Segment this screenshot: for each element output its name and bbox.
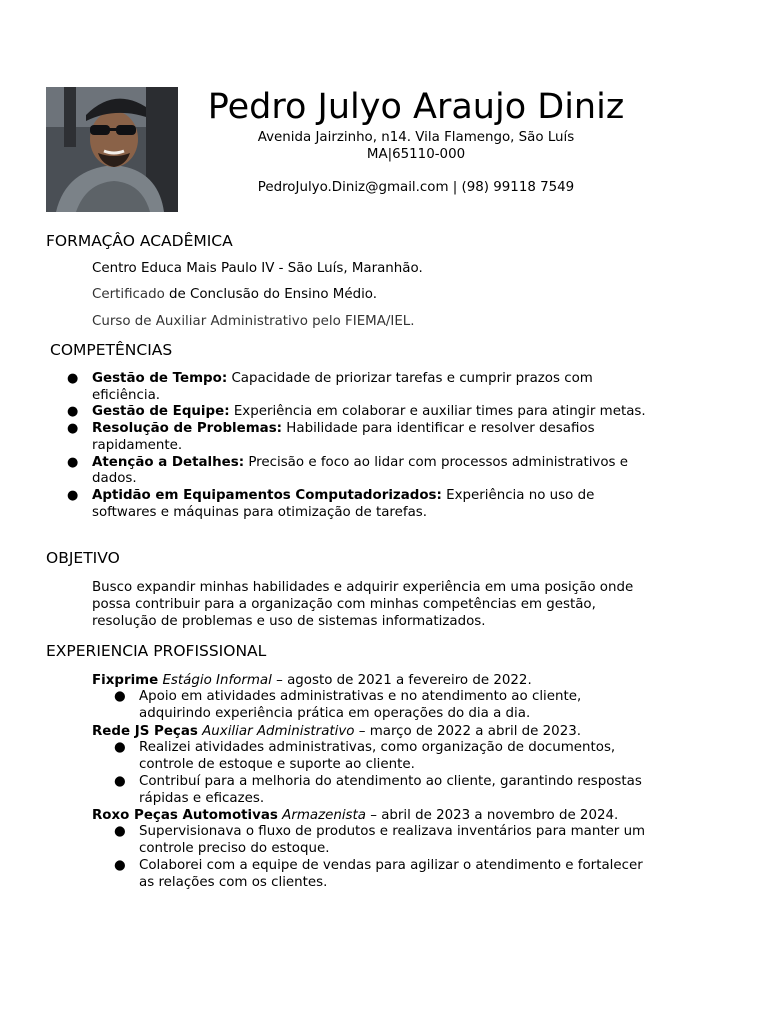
- experience-title: EXPERIENCIA PROFISSIONAL: [46, 642, 267, 660]
- profile-photo: [46, 87, 178, 212]
- skill-item: ● Gestão de Tempo: Capacidade de priorizar tarefas e cumprir prazos com eficiência.: [67, 371, 593, 403]
- job-header: [92, 807, 652, 824]
- bullet-icon: ●: [67, 371, 79, 386]
- job-bullets: [92, 824, 652, 892]
- objective-text: Busco expandir minhas habilidades e adquirir experiência em uma posição onde possa contribuir para a organização com minhas competências em gestão, resolução de problemas e uso de sistemas informatizados.: [92, 580, 634, 629]
- education-title: FORMAÇÂO ACADÊMICA: [46, 232, 233, 250]
- job-company: Fixprime: [92, 673, 159, 688]
- education-certificate-word: Certificado: [92, 287, 165, 302]
- skill-item: ● Gestão de Equipe: Experiência em colaborar e auxiliar times para atingir metas.: [67, 404, 646, 420]
- address-line-2: MA|65110-000: [366, 147, 466, 162]
- job-bullet: ● Supervisionava o fluxo de produtos e realizava inventários para manter um controle preciso do estoque.: [114, 824, 646, 857]
- bullet-icon: ●: [114, 739, 126, 755]
- skills-title: COMPETÊNCIAS: [50, 341, 173, 359]
- skill-item: ● Aptidão em Equipamentos Computadorizados: Experiência no uso de softwares e máquinas para otimização de tarefas.: [67, 487, 595, 520]
- education-line-1: Centro Educa Mais Paulo IV - São Luís, Maranhão.: [92, 261, 423, 276]
- skills-list: [67, 371, 652, 521]
- candidate-name: Pedro Julyo Araujo Diniz: [207, 87, 625, 127]
- education-certificate-rest: de Conclusão do Ensino Médio.: [164, 287, 378, 302]
- job-bullet: ● Apoio em atividades administrativas e no atendimento ao cliente, adquirindo experiência prática em operações do dia a dia.: [114, 689, 582, 721]
- skill-item: ● Atenção a Detalhes: Precisão e foco ao lidar com processos administrativos e dados.: [67, 454, 629, 487]
- job-bullet: ● Realizei atividades administrativas, como organização de documentos, controle de estoque e suporte ao cliente.: [114, 739, 616, 772]
- job-header: [92, 672, 652, 689]
- bullet-icon: ●: [114, 824, 126, 840]
- job-role: Estágio Informal: [162, 673, 272, 688]
- experience-list: [92, 672, 652, 892]
- contact-block: [190, 129, 642, 196]
- skill-item: ● Resolução de Problemas: Habilidade para identificar e resolver desafios rapidamente.: [67, 421, 595, 453]
- education-line-2: [92, 286, 377, 303]
- job-company: Roxo Peças Automotivas: [92, 808, 278, 824]
- job-company: Rede JS Peças: [92, 723, 198, 739]
- job-period: – março de 2022 a abril de 2023.: [354, 723, 581, 739]
- bullet-icon: ●: [67, 454, 79, 470]
- email-phone: PedroJulyo.Diniz@gmail.com | (98) 99118 7549: [257, 180, 575, 195]
- job-bullets: [92, 689, 652, 723]
- bullet-icon: ●: [67, 487, 79, 503]
- bullet-icon: ●: [114, 773, 126, 789]
- education-line-3: Curso de Auxiliar Administrativo pelo FIEMA/IEL.: [92, 314, 415, 329]
- job-role: Armazenista: [282, 808, 366, 824]
- job-bullet: ● Colaborei com a equipe de vendas para agilizar o atendimento e fortalecer as relações com os clientes.: [114, 858, 643, 891]
- bullet-icon: ●: [114, 689, 126, 704]
- bullet-icon: ●: [114, 858, 126, 874]
- job-header: [92, 723, 652, 740]
- job-role: Auxiliar Administrativo: [202, 723, 355, 739]
- bullet-icon: ●: [67, 421, 79, 437]
- objective-title: OBJETIVO: [46, 549, 120, 567]
- job-bullets: [92, 740, 652, 808]
- address-line-1: Avenida Jairzinho, n14. Vila Flamengo, São Luís: [257, 130, 575, 145]
- job-period: – agosto de 2021 a fevereiro de 2022.: [271, 673, 532, 688]
- job-bullet: ● Contribuí para a melhoria do atendimento ao cliente, garantindo respostas rápidas e eficazes.: [114, 773, 642, 806]
- bullet-icon: ●: [67, 404, 79, 420]
- job-period: – abril de 2023 a novembro de 2024.: [365, 808, 619, 824]
